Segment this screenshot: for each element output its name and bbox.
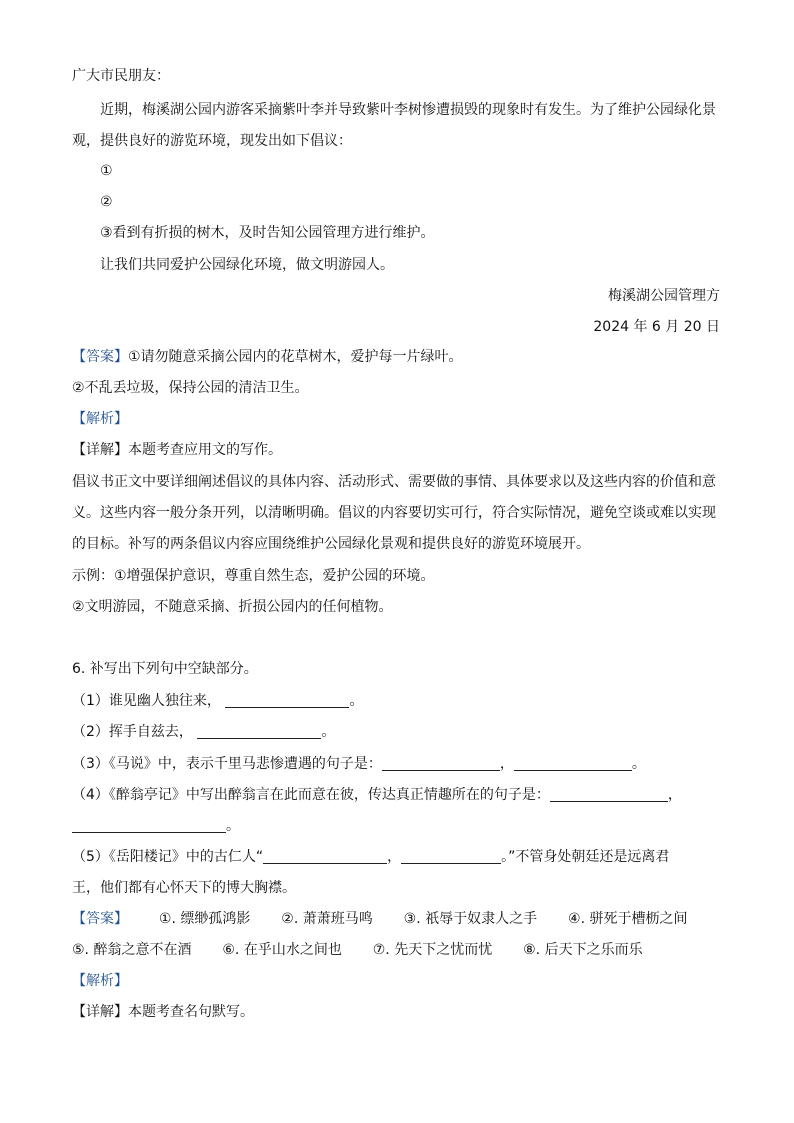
answer-blank[interactable] [263,849,387,864]
q6-sentence-3 [72,754,646,774]
q6-answer-row2 [72,940,643,960]
detail-text: 本题考查名句默写。 [128,1004,254,1020]
answer-item: ⑤. 醉翁之意不在酒 [72,942,192,958]
answer-item: ①. 缥缈孤鸿影 [158,911,251,927]
q6-s3-mid: ， [499,756,514,772]
q5-analysis-tag: 【解析】 [72,411,128,427]
letter-date: 2024 年 6 月 20 日 [593,319,720,335]
detail-text: 本题考查应用文的写作。 [128,442,282,458]
q6-s4-prefix: （4）《醉翁亭记》中写出醉翁言在此而意在彼，传达真正情趣所在的句子是： [72,787,550,803]
answer-blank[interactable] [401,849,501,864]
answer-blank[interactable] [72,818,226,833]
q6-s5-prefix: （5）《岳阳楼记》中的古仁人“ [72,849,264,865]
q5-analysis-p3: 的目标。补写的两条倡议内容应围绕维护公园绿化景观和提供良好的游览环境展开。 [72,536,590,552]
letter-signature: 梅溪湖公园管理方 [608,288,720,304]
q5-detail-line [72,440,282,460]
q6-s1-suffix: 。 [349,693,364,709]
letter-item-1: ① [100,163,113,179]
q6-s2-suffix: 。 [321,724,336,740]
q6-s3-suffix: 。 [631,756,646,772]
q6-s4-mid: ， [667,787,682,803]
letter-closing: 让我们共同爱护公园绿化环境，做文明游园人。 [100,257,394,273]
q6-sentence-4 [72,785,682,805]
answer-item: ④. 骈死于槽枥之间 [568,911,688,927]
q6-s3-prefix: （3）《马说》中，表示千里马悲惨遭遇的句子是： [72,756,382,772]
letter-salutation: 广大市民朋友： [72,68,170,84]
answer-blank[interactable] [550,787,668,802]
answer-tag: 【答案】 [72,349,128,365]
answer-blank[interactable] [197,724,321,739]
letter-body-line1: 近期，梅溪湖公园内游客采摘紫叶李并导致紫叶李树惨遭损毁的现象时有发生。为了维护公园绿化景 [100,102,716,118]
detail-tag: 【详解】 [72,442,128,458]
q6-sentence-2 [72,722,335,742]
q6-answer-row1 [72,909,688,929]
q6-s4-suffix: 。 [226,818,240,834]
answer-item: ⑥. 在乎山水之间也 [222,942,342,958]
answer-text: ①请勿随意采摘公园内的花草树木，爱护每一片绿叶。 [128,349,463,365]
q6-sentence-5 [72,847,669,867]
q5-analysis-p1: 倡议书正文中要详细阐述倡议的具体内容、活动形式、需要做的事情、具体要求以及这些内容的价值和意 [72,474,716,490]
q6-detail-line [72,1002,254,1022]
answer-item: ⑦. 先天下之忧而忧 [372,942,493,958]
q6-sentence-1 [72,691,363,711]
q5-answer-line2: ②不乱丢垃圾，保持公园的清洁卫生。 [72,380,309,396]
letter-body-line2: 观，提供良好的游览环境，现发出如下倡议： [72,133,352,149]
answer-blank[interactable] [382,756,500,771]
q5-example-2: ②文明游园，不随意采摘、折损公园内的任何植物。 [72,599,393,615]
q6-sentence-5-cont: 王，他们都有心怀天下的博大胸襟。 [72,880,296,896]
answer-item: ②. 萧萧班马鸣 [281,911,373,927]
q6-s2-prefix: （2）挥手自兹去， [72,724,193,740]
answer-item: ⑧. 后天下之乐而乐 [523,942,643,958]
q5-analysis-p2: 义。这些内容一般分条开列，以清晰明确。倡议的内容要切实可行，符合实际情况，避免空谈或难以实现 [72,505,716,521]
q6-sentence-4-cont [72,816,240,836]
answer-blank[interactable] [514,756,632,771]
q6-s1-prefix: （1）谁见幽人独往来， [72,693,221,709]
answer-tag: 【答案】 [72,911,128,927]
q6-s5-mid: ， [387,849,402,865]
answer-blank[interactable] [225,693,349,708]
q5-example-1: 示例：①增强保护意识，尊重自然生态，爱护公园的环境。 [72,568,435,584]
letter-item-2: ② [100,194,113,210]
answer-item: ③. 祇辱于奴隶人之手 [403,911,538,927]
q5-answer-line1 [72,347,463,367]
q6-s5-suffix: 。”不管身处朝廷还是远离君 [501,849,670,865]
q6-stem: 6. 补写出下列句中空缺部分。 [72,661,258,677]
letter-item-3: ③看到有折损的树木，及时告知公园管理方进行维护。 [100,225,435,241]
detail-tag: 【详解】 [72,1004,128,1020]
q6-analysis-tag: 【解析】 [72,973,128,989]
